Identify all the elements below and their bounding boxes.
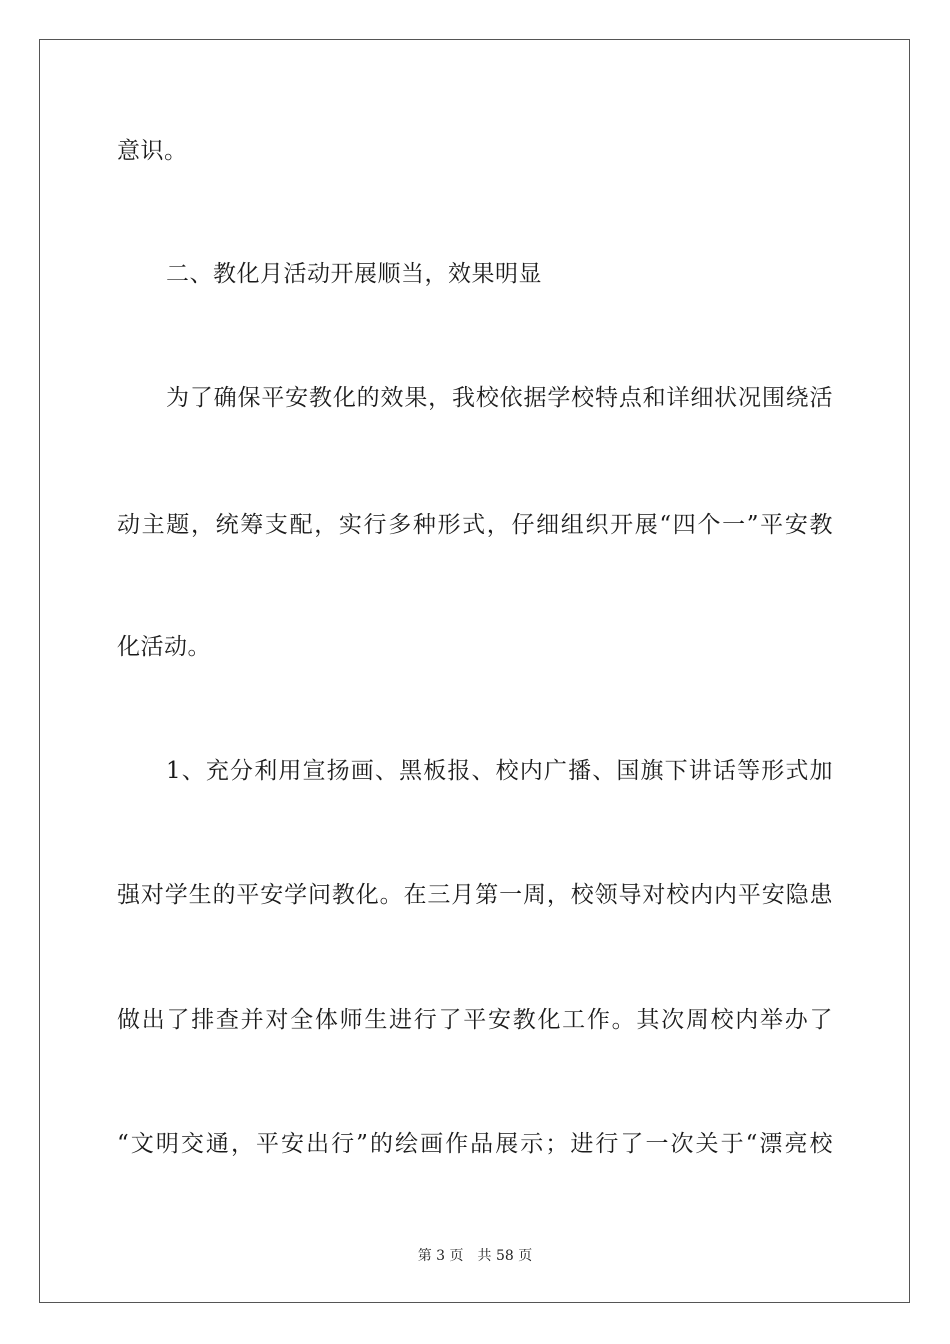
text-line-6: 1、充分利用宣扬画、黑板报、校内广播、国旗下讲话等形式加 <box>166 758 833 784</box>
text-line-3: 为了确保平安教化的效果，我校依据学校特点和详细状况围绕活 <box>166 385 833 411</box>
text-line-7: 强对学生的平安学问教化。在三月第一周，校领导对校内内平安隐患 <box>117 882 833 908</box>
section-heading: 二、教化月活动开展顺当，效果明显 <box>166 261 542 287</box>
text-line-9: “文明交通，平安出行”的绘画作品展示；进行了一次关于“漂亮校 <box>117 1131 833 1157</box>
text-line-8: 做出了排查并对全体师生进行了平安教化工作。其次周校内举办了 <box>117 1007 833 1033</box>
page-footer <box>0 1247 950 1265</box>
text-line-1: 意识。 <box>117 138 188 164</box>
text-line-4: 动主题，统筹支配，实行多种形式，仔细组织开展“四个一”平安教 <box>117 512 833 538</box>
page-border <box>39 39 910 1303</box>
text-line-5: 化活动。 <box>117 634 211 660</box>
page-number: 第 3 页 <box>417 1248 464 1264</box>
page-total: 共 58 页 <box>477 1248 533 1264</box>
